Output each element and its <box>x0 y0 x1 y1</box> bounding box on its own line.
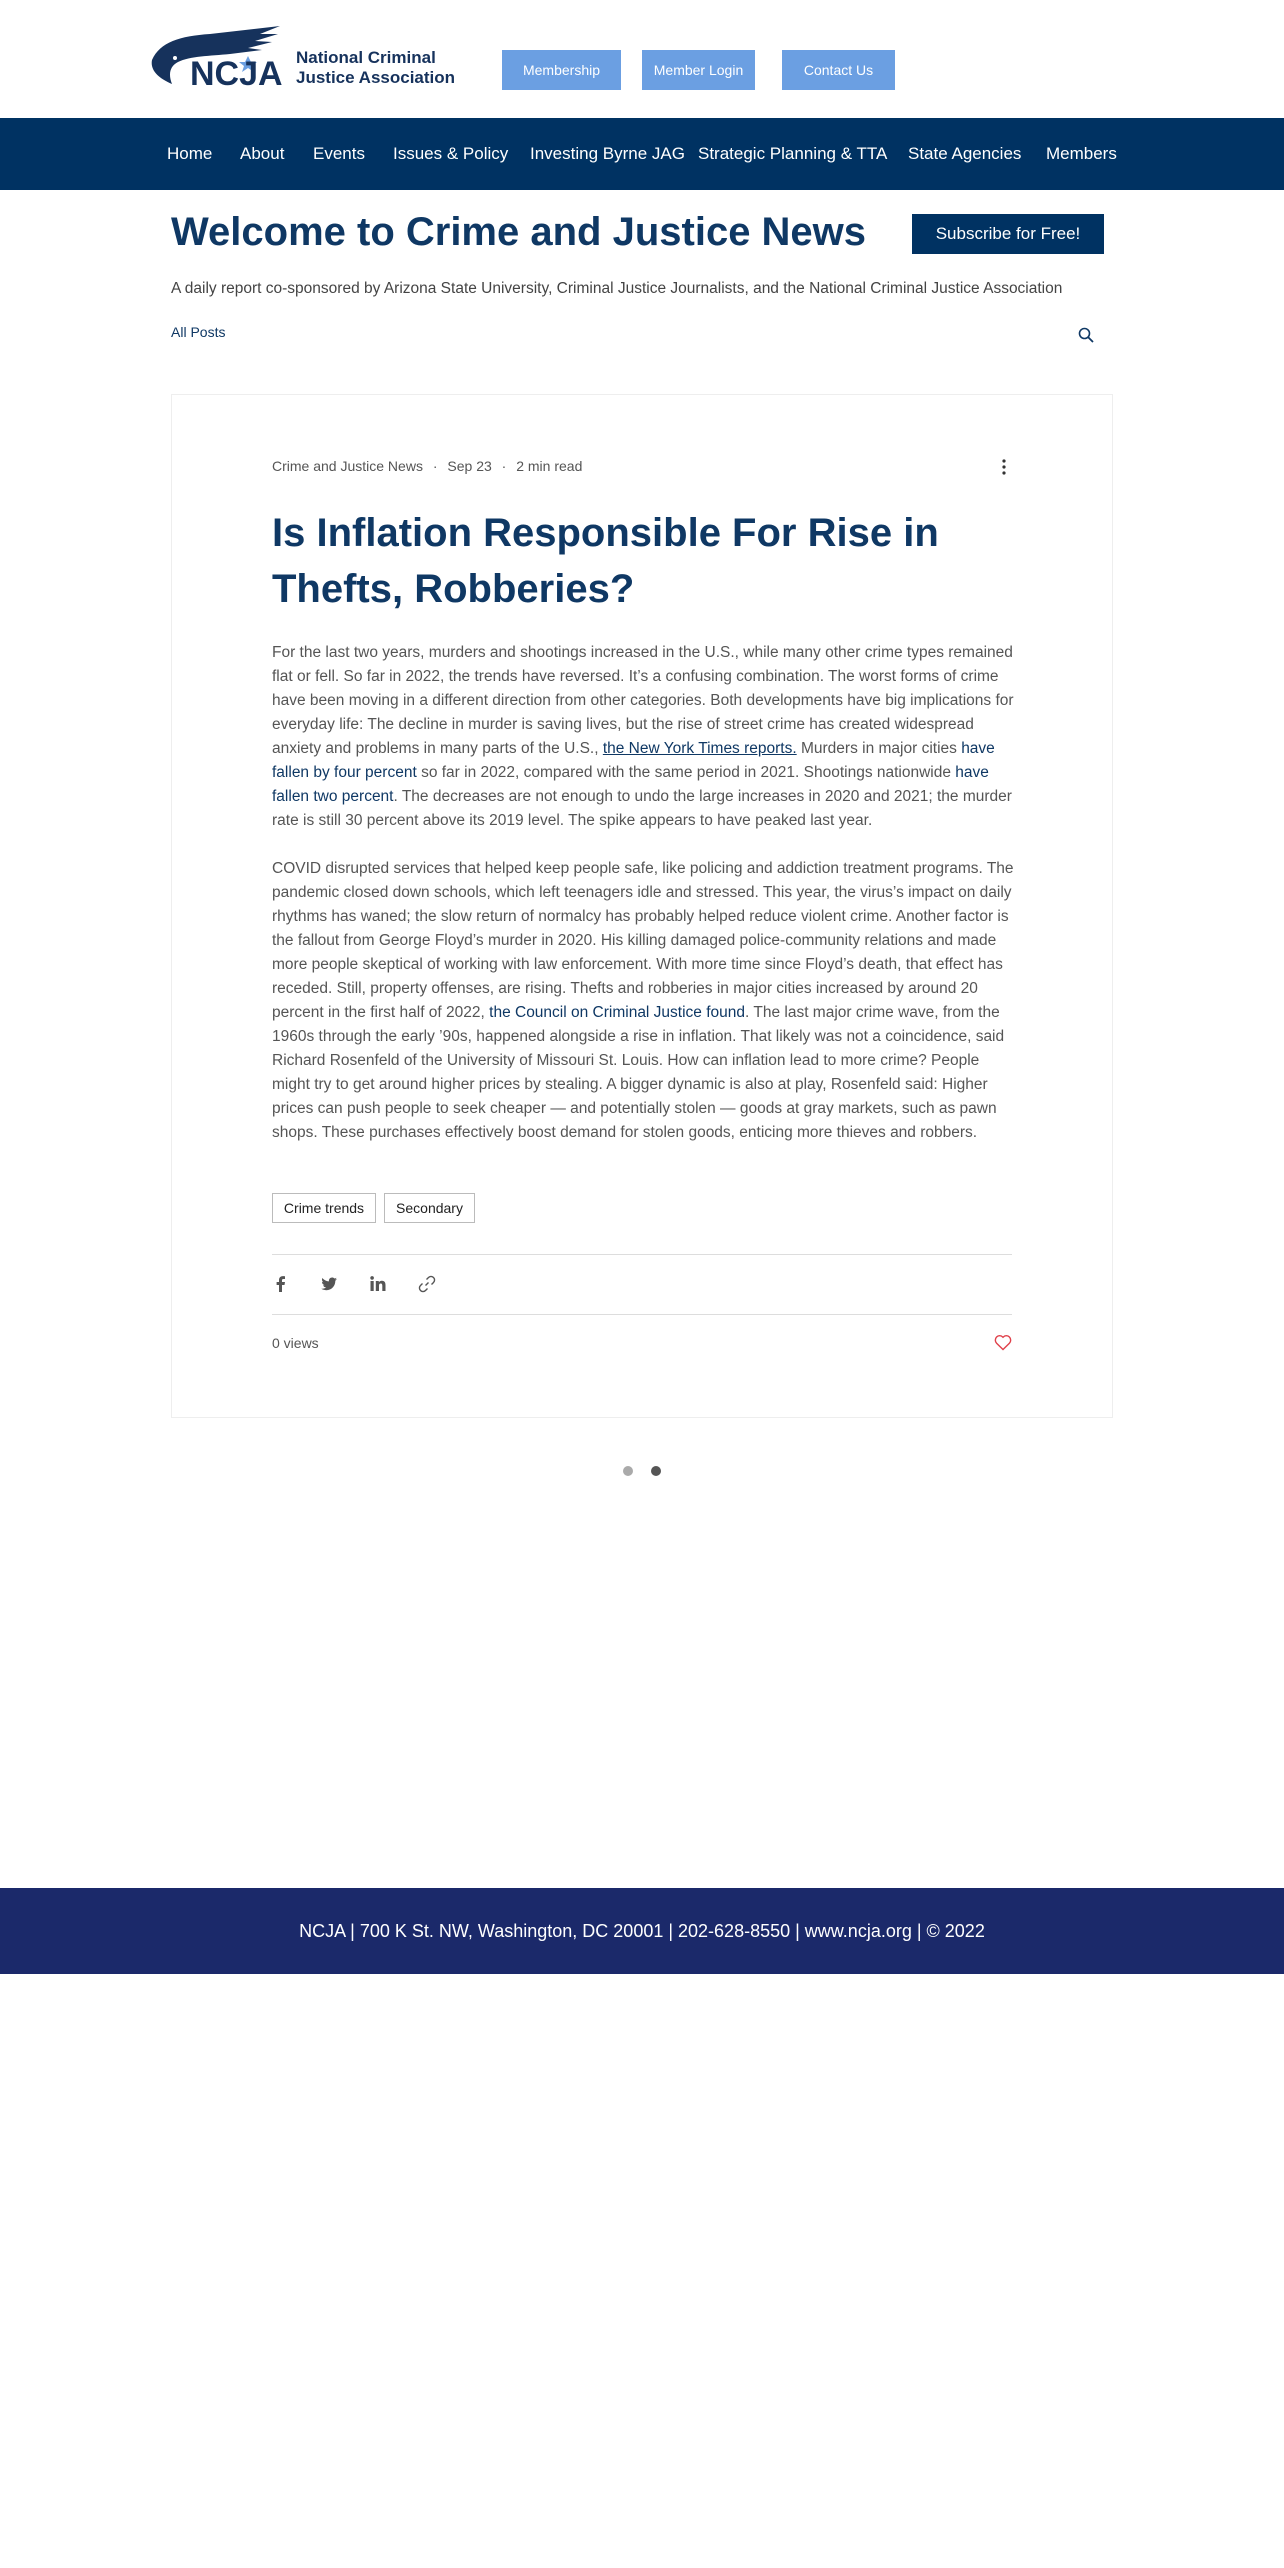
link-icon[interactable] <box>418 1275 436 1293</box>
council-cj-link[interactable]: the Council on Criminal Justice found <box>489 1004 746 1021</box>
all-posts-link[interactable]: All Posts <box>171 324 226 340</box>
divider <box>272 1254 1012 1255</box>
blog-subtitle: A daily report co-sponsored by Arizona State University, Criminal Justice Journalists, and the National Criminal Justice Association <box>171 280 1063 297</box>
tag-crime-trends[interactable]: Crime trends <box>272 1193 376 1223</box>
text-run: For the last two years, murders and shootings increased in the U.S., while many other crime types remained flat or fell. So far in 2022, the trends have reversed. It’s a confusing combination. The worst forms of crime have been moving in a different direction from other categories. Both developments have big implications for everyday life: The decline in murder is saving lives, but the rise of street crime has created widespread anxiety and problems in many parts of the U.S., <box>272 644 1014 757</box>
nav-item-events[interactable]: Events <box>313 144 365 163</box>
nav-item-members[interactable]: Members <box>1046 144 1117 163</box>
meta-separator: · <box>501 458 507 474</box>
nav-item-strategic-planning[interactable]: Strategic Planning & TTA <box>698 144 888 163</box>
membership-button[interactable]: Membership <box>502 50 621 90</box>
nav-item-about[interactable]: About <box>240 144 285 163</box>
murders-fallen-link[interactable]: have fallen by four percent <box>272 740 995 781</box>
twitter-icon[interactable] <box>320 1275 338 1293</box>
heart-icon[interactable] <box>994 1334 1012 1351</box>
main-navigation <box>0 118 1284 190</box>
text-run: Murders in major cities <box>796 740 962 757</box>
footer <box>0 1888 1284 1974</box>
post-title: Is Inflation Responsible For Rise in Thefts, Robberies? <box>272 511 939 611</box>
post-paragraph <box>272 641 1014 833</box>
nav-item-home[interactable]: Home <box>167 144 213 163</box>
nav-item-investing-byrne-jag[interactable]: Investing Byrne JAG <box>530 144 685 163</box>
post-date: Sep 23 <box>447 458 492 474</box>
post-paragraph <box>272 857 1014 1145</box>
text-run: . The last major crime wave, from the 1960s through the early ’90s, happened alongside a rise in inflation. That likely was not a coincidence, said Richard Rosenfeld of the University of Missouri St. Louis. How can inflation lead to more crime? People might try to get around higher prices by stealing. A bigger dynamic is also at play, Rosenfeld said: Higher prices can push people to seek cheaper — and potentially stolen — goods at gray markets, such as pawn shops. These purchases effectively boost demand for stolen goods, enticing more thieves and robbers. <box>272 1004 1005 1141</box>
more-options-icon[interactable] <box>998 458 1010 476</box>
tag-secondary[interactable]: Secondary <box>384 1193 475 1223</box>
post-meta <box>272 458 588 474</box>
post-author[interactable]: Crime and Justice News <box>272 458 423 474</box>
pagination-dot-active[interactable] <box>651 1466 661 1476</box>
text-run: so far in 2022, compared with the same period in 2021. Shootings nationwide <box>416 764 956 781</box>
search-icon[interactable] <box>1078 327 1094 343</box>
blog-title: Welcome to Crime and Justice News <box>171 210 867 254</box>
post-views: 0 views <box>272 1335 319 1351</box>
text-run: . The decreases are not enough to undo the large increases in 2020 and 2021; the murder rate is still 30 percent above its 2019 level. The spike appears to have peaked last year. <box>272 788 1012 829</box>
text-run: COVID disrupted services that helped keep people safe, like policing and addiction treatment programs. The pandemic closed down schools, which left teenagers idle and stressed. This year, the virus’s impact on daily rhythms has waned; the slow return of normalcy has probably helped reduce violent crime. Another factor is the fallout from George Floyd’s murder in 2020. His killing damaged police-community relations and made more people skeptical of working with law enforcement. With more time since Floyd’s death, that effect has receded. Still, property offenses, are rising. Thefts and robberies in major cities increased by around 20 percent in the first half of 2022, <box>272 860 1014 1021</box>
logo-name-line1: National Criminal <box>296 48 436 67</box>
logo-abbr: NCJA <box>190 55 283 90</box>
subscribe-button[interactable]: Subscribe for Free! <box>912 214 1104 254</box>
contact-us-button[interactable]: Contact Us <box>782 50 895 90</box>
facebook-icon[interactable] <box>272 1275 290 1293</box>
meta-separator: · <box>432 458 438 474</box>
nyt-link[interactable]: the New York Times reports. <box>602 740 797 757</box>
logo-name-line2: Justice Association <box>296 68 456 87</box>
divider <box>272 1314 1012 1315</box>
shootings-fallen-link[interactable]: have fallen two percent <box>272 764 989 805</box>
nav-item-issues-policy[interactable]: Issues & Policy <box>393 144 509 163</box>
post-read-time: 2 min read <box>516 458 583 474</box>
pagination-dot[interactable] <box>623 1466 633 1476</box>
linkedin-icon[interactable] <box>369 1275 387 1293</box>
member-login-button[interactable]: Member Login <box>642 50 755 90</box>
nav-item-state-agencies[interactable]: State Agencies <box>908 144 1022 163</box>
footer-text: NCJA | 700 K St. NW, Washington, DC 20001 | 202-628-8550 | www.ncja.org | © 2022 <box>299 1920 985 1941</box>
